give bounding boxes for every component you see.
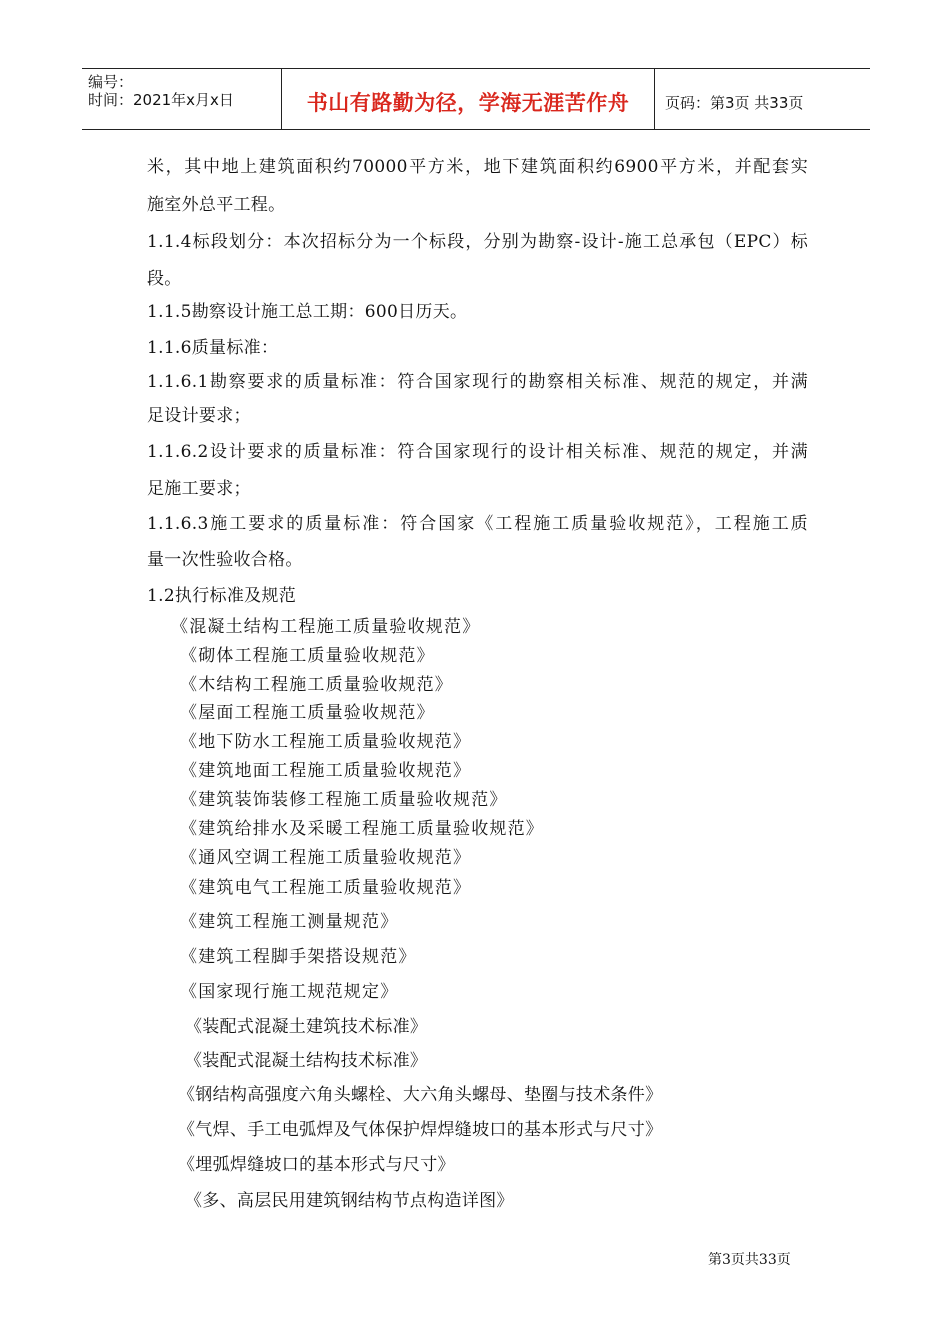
body-line: 量一次性验收合格。	[147, 550, 303, 570]
page-header	[82, 68, 870, 130]
motto-text: 书山有路勤为径，学海无涯苦作舟	[306, 91, 630, 115]
body-line: 施室外总平工程。	[147, 195, 286, 215]
standard-item: 《装配式混凝土建筑技术标准》	[185, 1017, 428, 1037]
body-line: 1.1.5勘察设计施工总工期：600日历天。	[147, 302, 468, 322]
body-line: 段。	[147, 269, 182, 289]
standard-item: 《埋弧焊缝坡口的基本形式与尺寸》	[178, 1155, 455, 1175]
standard-item: 《木结构工程施工质量验收规范》	[180, 675, 453, 695]
standard-item: 《建筑地面工程施工质量验收规范》	[180, 761, 472, 781]
header-page-number: 页码：第3页 共33页	[665, 93, 804, 112]
body-line: 1.1.6质量标准：	[147, 338, 279, 358]
document-time-label: 时间：2021年x月x日	[88, 91, 234, 109]
body-line: 米，其中地上建筑面积约70000平方米，地下建筑面积约6900平方米，并配套实	[147, 157, 808, 177]
body-line: 1.1.6.2设计要求的质量标准：符合国家现行的设计相关标准、规范的规定，并满	[147, 442, 808, 462]
header-motto	[282, 69, 655, 129]
standard-item: 《建筑装饰装修工程施工质量验收规范》	[180, 790, 508, 810]
standard-item: 《通风空调工程施工质量验收规范》	[180, 848, 472, 868]
body-line: 足施工要求；	[147, 479, 251, 499]
standard-item: 《气焊、手工电弧焊及气体保护焊焊缝坡口的基本形式与尺寸》	[178, 1120, 663, 1140]
body-line: 1.1.4标段划分：本次招标分为一个标段，分别为勘察-设计-施工总承包（EPC）标	[147, 232, 808, 252]
section-heading: 1.2执行标准及规范	[147, 586, 297, 606]
body-line: 1.1.6.3施工要求的质量标准：符合国家《工程施工质量验收规范》，工程施工质	[147, 514, 808, 534]
body-line: 1.1.6.1勘察要求的质量标准：符合国家现行的勘察相关标准、规范的规定，并满	[147, 372, 808, 392]
standard-item: 《砌体工程施工质量验收规范》	[180, 646, 435, 666]
standard-item: 《装配式混凝土结构技术标准》	[185, 1051, 428, 1071]
header-meta	[82, 69, 282, 129]
body-line: 足设计要求；	[147, 406, 251, 426]
standard-item: 《国家现行施工规范规定》	[180, 982, 399, 1002]
standard-item: 《多、高层民用建筑钢结构节点构造详图》	[185, 1191, 514, 1211]
page-footer: 第3页共33页	[708, 1252, 791, 1268]
standard-item: 《建筑工程脚手架搭设规范》	[180, 947, 417, 967]
standard-item: 《混凝土结构工程施工质量验收规范》	[171, 617, 481, 637]
document-number-label: 编号：	[88, 73, 134, 91]
standard-item: 《建筑给排水及采暖工程施工质量验收规范》	[180, 819, 544, 839]
standard-item: 《建筑电气工程施工质量验收规范》	[180, 878, 472, 898]
standard-item: 《建筑工程施工测量规范》	[180, 912, 399, 932]
standard-item: 《地下防水工程施工质量验收规范》	[180, 732, 472, 752]
standard-item: 《钢结构高强度六角头螺栓、大六角头螺母、垫圈与技术条件》	[178, 1085, 663, 1105]
standard-item: 《屋面工程施工质量验收规范》	[180, 703, 435, 723]
